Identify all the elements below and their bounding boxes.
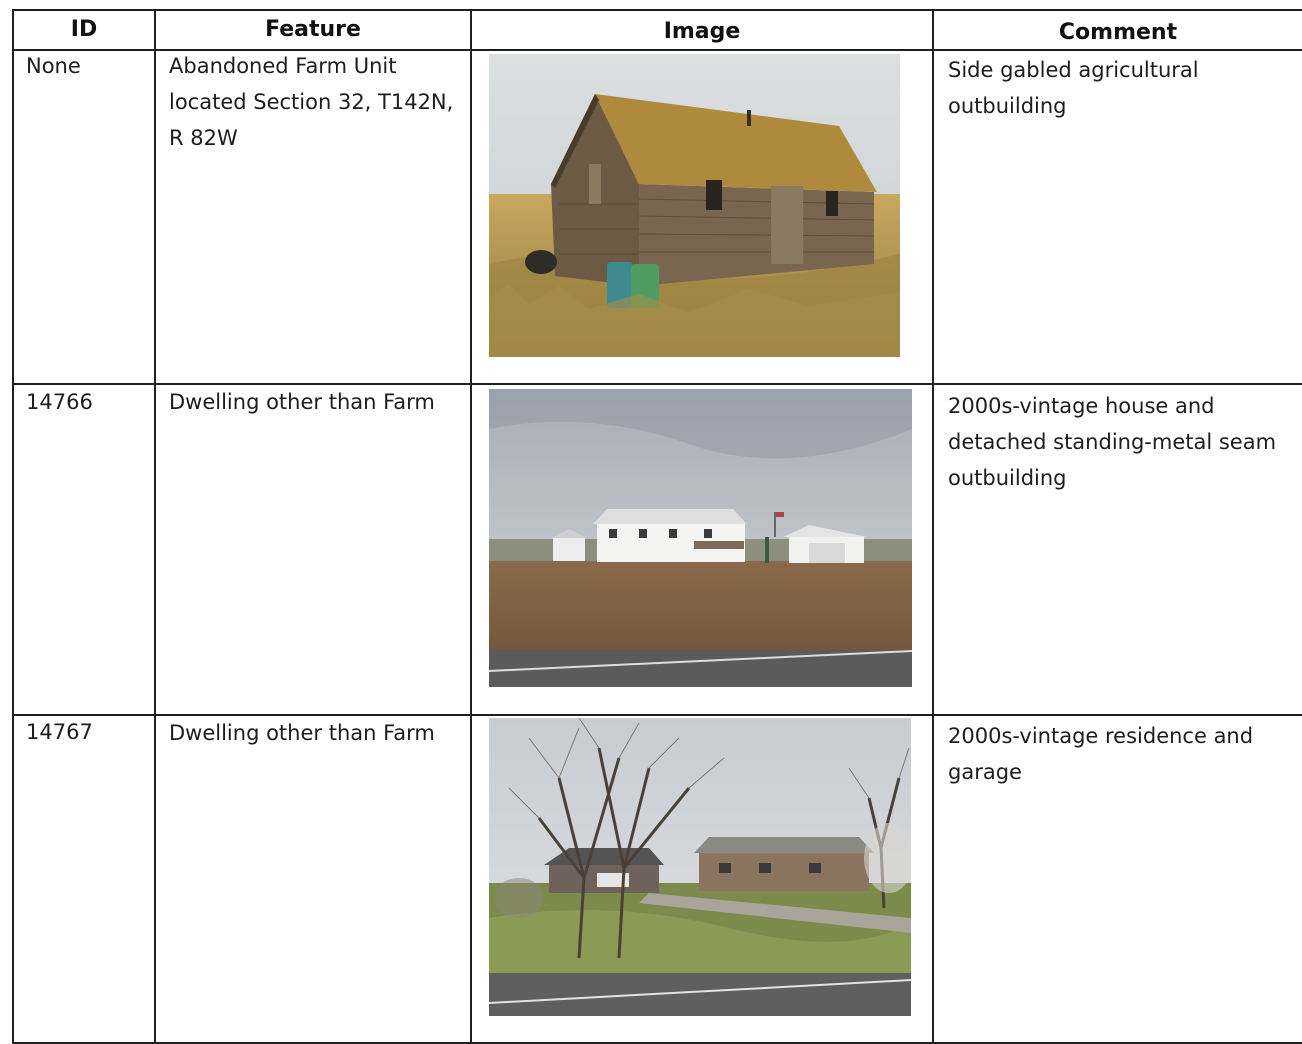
row-2-id: 14766 [26, 390, 93, 414]
header-image: Image [663, 19, 741, 44]
col-divider-feature-image [470, 9, 472, 1044]
table-left-border [12, 9, 14, 1044]
row-1-id: None [26, 54, 81, 78]
header-comment: Comment [1058, 20, 1178, 45]
row-3-comment: 2000s-vintage residence and garage [948, 724, 1254, 784]
house-and-metal-outbuilding-photo [489, 389, 912, 687]
col-divider-id-feature [154, 9, 156, 1044]
row-2-feature: Dwelling other than Farm [169, 390, 435, 414]
row-1-comment: Side gabled agricultural outbuilding [948, 58, 1199, 118]
row-3-feature: Dwelling other than Farm [169, 721, 435, 745]
header-feature: Feature [265, 17, 361, 42]
residence-and-garage-photo [489, 718, 911, 1016]
table-top-border [12, 9, 1302, 11]
row-2-comment: 2000s-vintage house and detached standing-metal seam outbuilding [948, 394, 1277, 490]
col-divider-image-comment [932, 9, 934, 1044]
row-3-id: 14767 [26, 720, 93, 744]
abandoned-farm-outbuilding-photo [489, 54, 900, 357]
row-1-feature: Abandoned Farm Unit located Section 32, T142N, R 82W [169, 54, 454, 150]
header-id: ID [70, 17, 98, 42]
